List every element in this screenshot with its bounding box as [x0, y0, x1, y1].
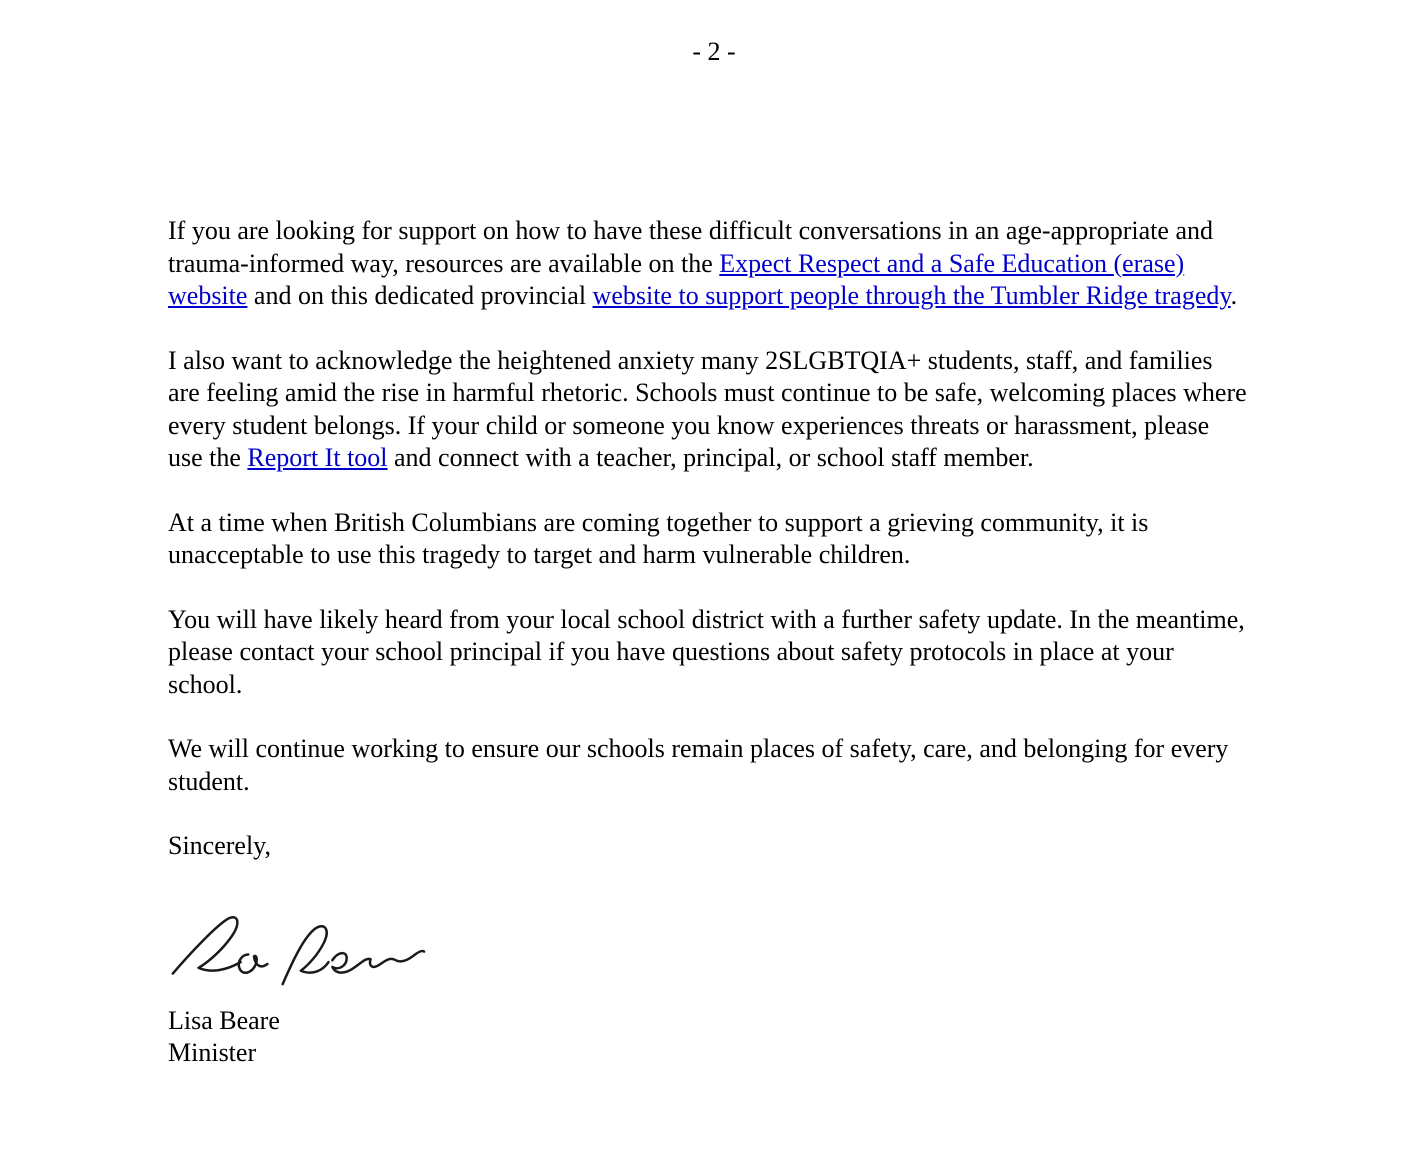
paragraph	[168, 733, 1250, 798]
inline-link[interactable]: website to support people through the Tumbler Ridge tragedy	[592, 281, 1231, 310]
letter-body	[168, 215, 1250, 1070]
sender-block	[168, 1005, 1250, 1070]
paragraph-text: .	[1230, 281, 1238, 310]
paragraph	[168, 215, 1250, 313]
paragraph-text: and on this dedicated provincial	[247, 281, 593, 310]
paragraph	[168, 507, 1250, 572]
paragraph	[168, 345, 1250, 475]
paragraph-text: At a time when British Columbians are coming together to support a grieving community, it is unacceptable to use this tragedy to target and harm vulnerable children.	[168, 507, 1149, 569]
inline-link[interactable]: Expect Respect and a Safe Education (erase) website	[168, 248, 1185, 310]
sender-name: Lisa Beare	[168, 1005, 280, 1035]
paragraph-text: We will continue working to ensure our schools remain places of safety, care, and belonging for every student.	[168, 734, 1229, 796]
signature-block	[168, 895, 1250, 995]
paragraph-text: and connect with a teacher, principal, or school staff member.	[387, 443, 1034, 472]
salutation: Sincerely,	[168, 831, 271, 860]
inline-link[interactable]: Report It tool	[247, 443, 388, 472]
paragraph-text: I also want to acknowledge the heightened anxiety many 2SLGBTQIA+ students, staff, and families are feeling amid the rise in harmful rhetoric. Schools must continue to be safe, welcoming places where every student belongs. If your child or someone you know experiences threats or harassment, please use the	[168, 345, 1247, 472]
page-number: - 2 -	[692, 37, 736, 66]
paragraph-text: You will have likely heard from your local school district with a further safety update. In the meantime, please contact your school principal if you have questions about safety protocols in place at your school.	[168, 604, 1245, 699]
letter-paragraphs	[168, 215, 1250, 798]
paragraph-text: If you are looking for support on how to have these difficult conversations in an age-appropriate and trauma-informed way, resources are available on the	[168, 216, 1213, 278]
signature-image	[168, 895, 426, 991]
sender-title: Minister	[168, 1038, 257, 1067]
paragraph	[168, 604, 1250, 702]
